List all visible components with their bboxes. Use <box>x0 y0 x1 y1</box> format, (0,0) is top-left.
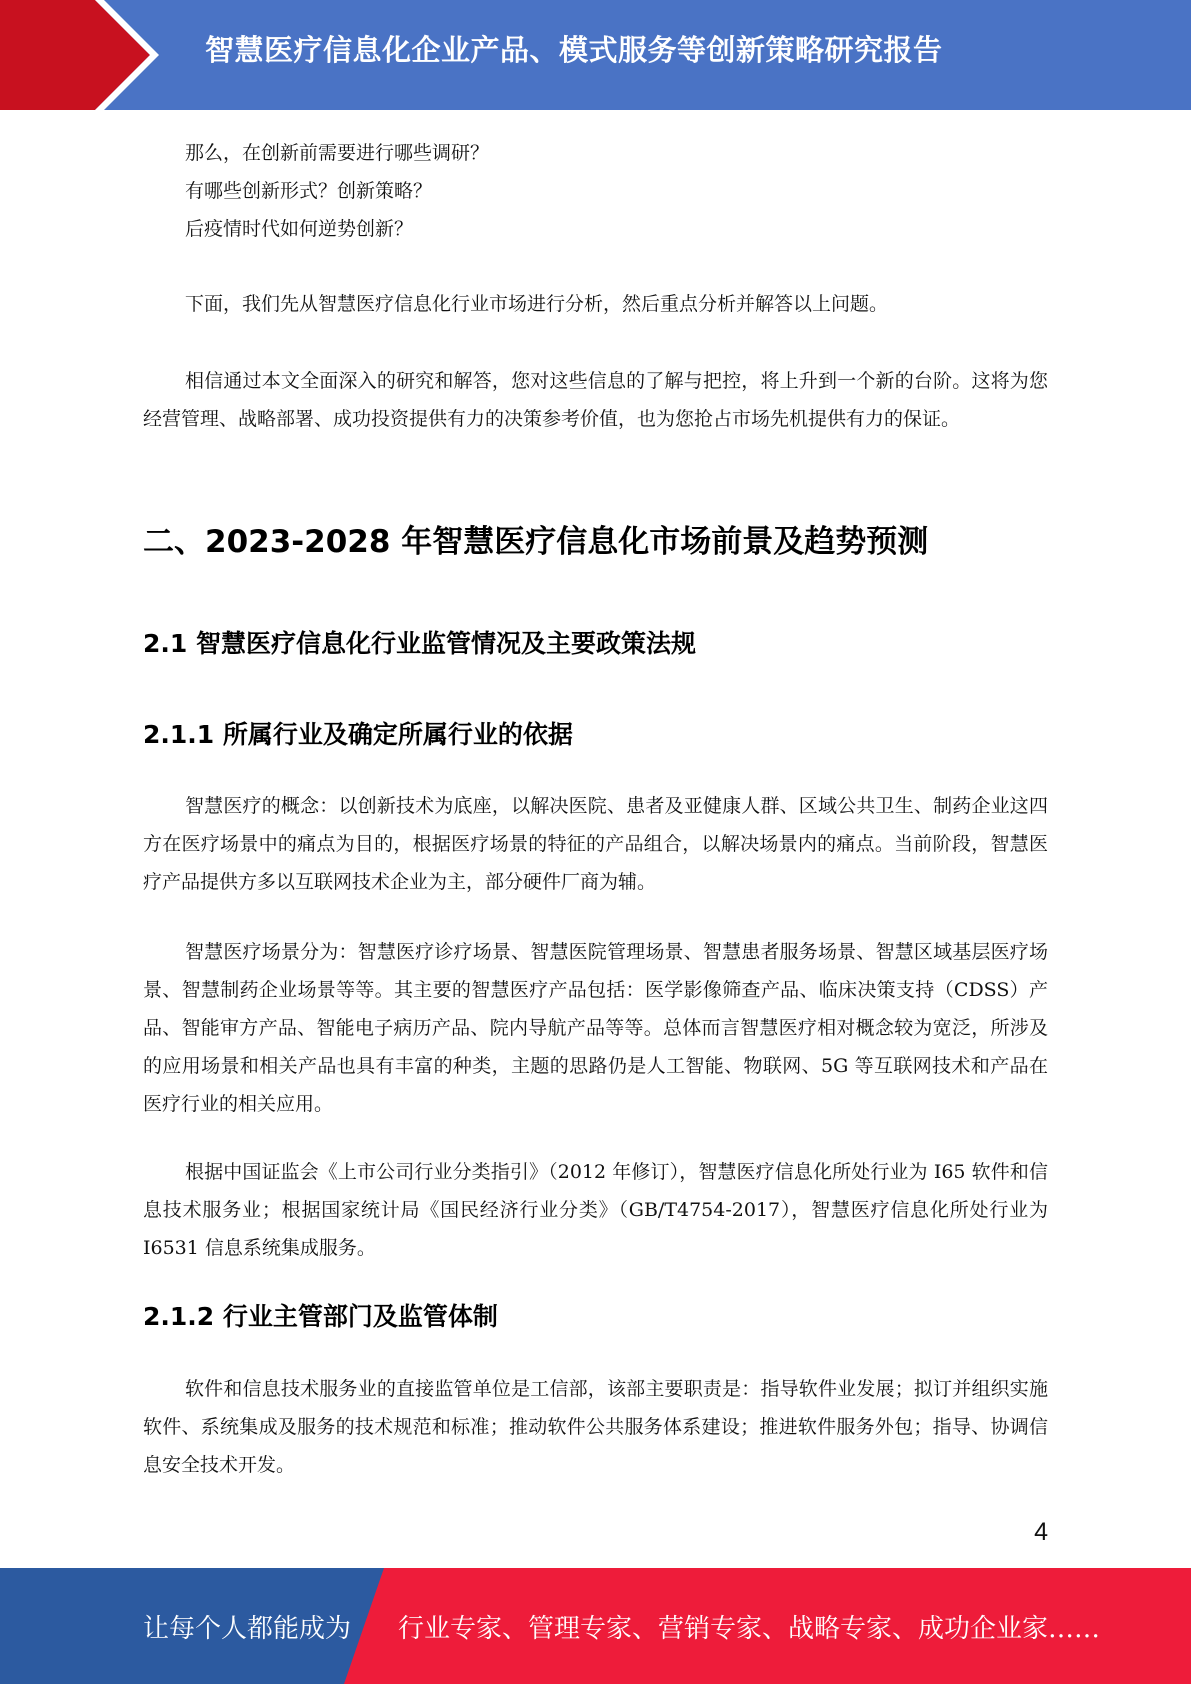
body-paragraph: 软件和信息技术服务业的直接监管单位是工信部，该部主要职责是：指导软件业发展；拟订并组织实施软件、系统集成及服务的技术规范和标准；推动软件公共服务体系建设；推进软件服务外包；指导、协调信息安全技术开发。 <box>143 1378 1048 1476</box>
report-title: 智慧医疗信息化企业产品、模式服务等创新策略研究报告 <box>205 33 943 67</box>
body-paragraph: 智慧医疗的概念：以创新技术为底座，以解决医院、患者及亚健康人群、区域公共卫生、制药企业这四方在医疗场景中的痛点为目的，根据医疗场景的特征的产品组合，以解决场景内的痛点。当前阶段，智慧医疗产品提供方多以互联网技术企业为主，部分硬件厂商为辅。 <box>143 795 1048 893</box>
intro-paragraph: 相信通过本文全面深入的研究和解答，您对这些信息的了解与把控，将上升到一个新的台阶。这将为您经营管理、战略部署、成功投资提供有力的决策参考价值，也为您抢占市场先机提供有力的保证。 <box>143 370 1048 430</box>
report-footer <box>0 1568 1191 1684</box>
subsection-heading: 2.1.1 所属行业及确定所属行业的依据 <box>143 720 573 749</box>
subsection-heading: 2.1.2 行业主管部门及监管体制 <box>143 1302 498 1331</box>
footer-slogan-right: 行业专家、管理专家、营销专家、战略专家、成功企业家…… <box>398 1614 1101 1644</box>
body-paragraph: 智慧医疗场景分为：智慧医疗诊疗场景、智慧医院管理场景、智慧患者服务场景、智慧区域基层医疗场景、智慧制药企业场景等等。其主要的智慧医疗产品包括：医学影像筛查产品、临床决策支持（CDSS）产品、智能审方产品、智能电子病历产品、院内导航产品等等。总体而言智慧医疗相对概念较为宽泛，所涉及的应用场景和相关产品也具有丰富的种类，主题的思路仍是人工智能、物联网、5G 等互联网技术和产品在医疗行业的相关应用。 <box>143 941 1048 1115</box>
page-number: 4 <box>1034 1518 1048 1546</box>
footer-slogan-left: 让每个人都能成为 <box>143 1614 352 1644</box>
intro-paragraph: 下面，我们先从智慧医疗信息化行业市场进行分析，然后重点分析并解答以上问题。 <box>185 293 889 315</box>
section-heading: 二、2023-2028 年智慧医疗信息化市场前景及趋势预测 <box>143 524 929 560</box>
question-line: 后疫情时代如何逆势创新？ <box>185 218 414 240</box>
report-header <box>0 0 1191 110</box>
subsection-heading: 2.1 智慧医疗信息化行业监管情况及主要政策法规 <box>143 629 696 658</box>
body-paragraph: 根据中国证监会《上市公司行业分类指引》（2012 年修订），智慧医疗信息化所处行业为 I65 软件和信息技术服务业；根据国家统计局《国民经济行业分类》（GB/T4754-2017），智慧医疗信息化所处行业为 I6531 信息系统集成服务。 <box>143 1161 1048 1259</box>
question-line: 有哪些创新形式？创新策略？ <box>185 180 433 202</box>
question-line: 那么，在创新前需要进行哪些调研？ <box>185 142 490 164</box>
red-chevron-decoration <box>0 0 160 110</box>
